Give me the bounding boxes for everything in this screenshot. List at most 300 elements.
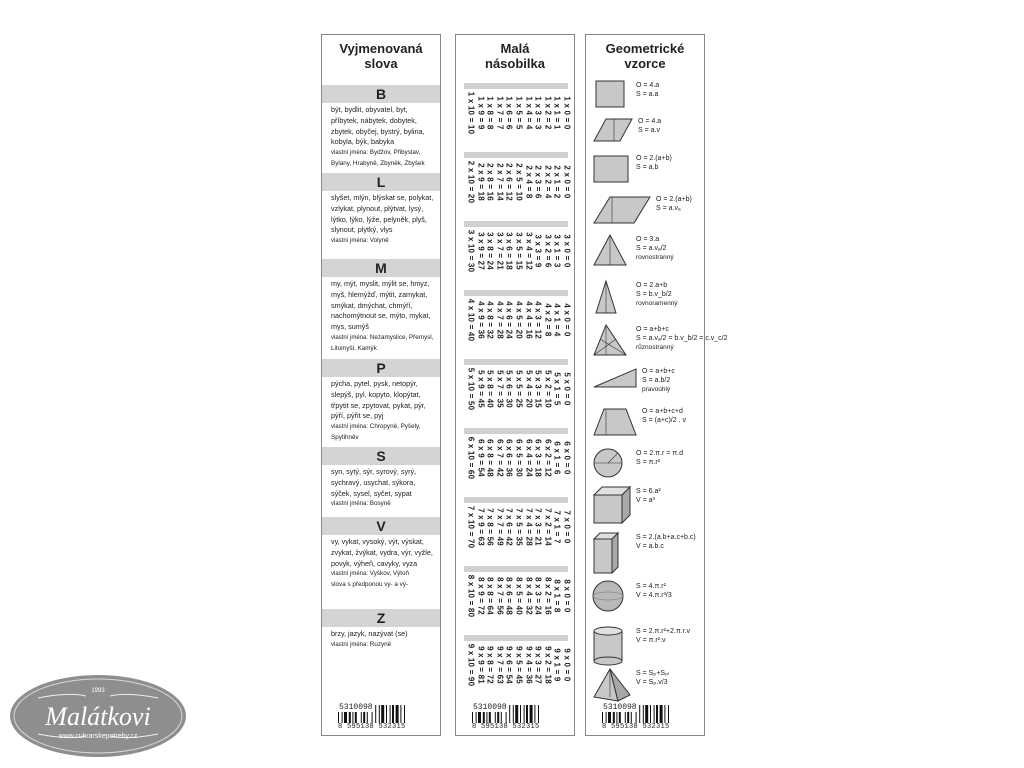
formula-line: S = a.b/2 [642,377,671,384]
equation: 7 x 7 = 49 [495,508,505,546]
table-row [514,290,524,350]
equation: 7 x 6 = 42 [504,508,514,546]
formula-text [636,669,669,687]
equation: 8 x 2 = 16 [543,577,553,615]
table-row [476,359,486,419]
table-row [524,290,534,350]
table-row [552,566,562,626]
formula-line: O = 2.(a+b) [656,196,692,203]
table-row [466,566,476,626]
card-mala-nasobilka [455,34,575,736]
table-row [485,290,495,350]
section-letter: S [322,447,440,465]
word-list: slyšet, mlýn, blýskat se, polykat, vzlykat, plynout, plýtvat, lysý, lýtko, lýko, lýže, pelyněk, plyš, slynout, plytký, vlys [331,193,434,235]
formula-line: V = a.b.c [636,543,664,550]
table-row [485,428,495,488]
formula-row [586,625,706,669]
equation: 6 x 0 = 0 [562,441,572,475]
table-row [524,221,534,281]
equation: 3 x 3 = 9 [533,234,543,268]
formula-text [656,195,692,213]
formula-line: S = a.b [636,164,659,171]
formula-line: S = 6.a² [636,488,661,495]
formula-line: O = 2.(a+b) [636,155,672,162]
table-row [562,83,572,143]
table-row [485,83,495,143]
equation: 1 x 2 = 2 [543,96,553,130]
equation: 2 x 9 = 18 [476,163,486,201]
equation: 2 x 7 = 14 [495,163,505,201]
equation: 4 x 4 = 16 [524,301,534,339]
equation: 4 x 0 = 0 [562,303,572,337]
proper-names [331,499,434,510]
table-row [504,566,514,626]
equation: 8 x 7 = 56 [495,577,505,615]
formula-line: S = a.vₐ/2 [636,245,667,252]
table-row [485,221,495,281]
table-row [514,566,524,626]
equation: 2 x 0 = 0 [562,165,572,199]
proper-names-value: Bosyně [369,500,391,508]
formula-line: různostranný [636,344,674,351]
equation: 1 x 6 = 6 [504,96,514,130]
table-row [533,152,543,212]
section-body [322,465,440,515]
times-table-2 [456,152,576,212]
equation: 9 x 0 = 0 [562,648,572,682]
equation: 9 x 2 = 18 [543,646,553,684]
table-row [543,497,553,557]
equation: 8 x 0 = 0 [562,579,572,613]
formula-text [636,487,661,505]
formula-line: V = 4.π.r³/3 [636,592,672,599]
section-letter: L [322,173,440,191]
equation: 9 x 6 = 54 [504,646,514,684]
equation: 6 x 6 = 36 [504,439,514,477]
equation: 6 x 1 = 6 [552,441,562,475]
equation: 8 x 4 = 32 [524,577,534,615]
equation: 4 x 3 = 12 [533,301,543,339]
table-row [552,290,562,350]
proper-names-label: vlastní jména: [331,424,369,431]
formula-line: S = a.vₐ [656,205,681,212]
equation: 3 x 1 = 3 [552,234,562,268]
formula-text [636,235,674,262]
formula-row [586,323,728,367]
table-row [504,635,514,695]
proper-names-label: vlastní jména: [331,334,369,341]
proper-names-value: Nezamyslice, Přemysl, Litomyšl, Kamýk [331,333,434,352]
word-section-b [322,85,440,173]
proper-names-label: vlastní jména: [331,238,369,245]
table-row [533,290,543,350]
formula-text [636,325,728,352]
equation: 7 x 9 = 63 [476,508,486,546]
table-row [533,635,543,695]
equation: 6 x 10 = 60 [466,436,476,480]
table-row [485,152,495,212]
proper-names [331,640,434,651]
equation: 4 x 10 = 40 [466,298,476,342]
section-letter: V [322,517,440,535]
table-row [485,566,495,626]
formula-text [636,154,672,172]
table-row [504,152,514,212]
table-row [495,635,505,695]
table-row [543,152,553,212]
formula-line: V = a³ [636,497,655,504]
equation: 8 x 5 = 40 [514,577,524,615]
equation: 7 x 5 = 35 [514,508,524,546]
proper-names-value: Ruzyně [369,640,392,648]
cuboid-icon [592,531,630,575]
equation: 2 x 5 = 10 [514,163,524,201]
table-row [504,359,514,419]
equation: 1 x 0 = 0 [562,96,572,130]
table-row [552,83,562,143]
equation: 4 x 5 = 20 [514,301,524,339]
formula-line: pravoúhlý [642,386,671,393]
formula-text [636,81,659,99]
scalene-triangle-icon [592,323,630,367]
equation: 6 x 3 = 18 [533,439,543,477]
equation: 5 x 2 = 10 [543,370,553,408]
word-section-m [322,259,440,359]
section-letter: Z [322,609,440,627]
formula-row [586,279,706,323]
equation: 4 x 7 = 28 [495,301,505,339]
equation: 2 x 3 = 6 [533,165,543,199]
formula-text [636,627,690,645]
proper-names-value: Volyně [369,237,389,245]
equation: 2 x 4 = 8 [524,165,534,199]
equation: 5 x 0 = 0 [562,372,572,406]
table-row [476,497,486,557]
equation: 6 x 8 = 48 [485,439,495,477]
equation: 7 x 8 = 56 [485,508,495,546]
equation: 4 x 8 = 32 [485,301,495,339]
formula-text [638,117,661,135]
equation: 2 x 8 = 16 [485,163,495,201]
equation: 7 x 1 = 7 [552,510,562,544]
equation: 6 x 2 = 12 [543,439,553,477]
equation: 4 x 9 = 36 [476,301,486,339]
table-row [524,566,534,626]
logo-name: Malátkovi [45,702,151,731]
right-triangle-icon [592,365,638,409]
equation: 5 x 10 = 50 [466,367,476,411]
table-row [476,428,486,488]
formula-text [636,582,672,600]
table-row [533,497,543,557]
section-body [322,377,440,449]
section-letter: P [322,359,440,377]
table-row [524,635,534,695]
equation: 9 x 5 = 45 [514,646,524,684]
table-row [466,152,476,212]
proper-names [331,333,434,355]
proper-names-label: vlastní jména: [331,641,369,648]
formula-line: O = a+b+c [642,368,675,375]
word-section-s [322,447,440,517]
logo-year: 1993 [91,688,105,694]
equation: 1 x 10 = 10 [466,91,476,135]
formula-text [636,281,678,308]
formula-row [586,531,706,575]
table-row [476,221,486,281]
equilateral-triangle-icon [592,233,630,277]
equation: 8 x 10 = 80 [466,574,476,618]
equation: 2 x 1 = 2 [552,165,562,199]
table-row [485,635,495,695]
isosceles-triangle-icon [592,279,630,323]
equation: 3 x 7 = 21 [495,232,505,270]
proper-names-value: Chropyně, Pyšely, Spytihněv [331,423,421,441]
equation: 4 x 6 = 24 [504,301,514,339]
table-row [562,566,572,626]
equation: 8 x 1 = 8 [552,579,562,613]
word-list: vy, vykat, vysoký, výt, výskat, zvykat, žvýkat, vydra, výr, vyžle, povyk, výheň, cavyky, vyza [331,537,433,568]
formula-line: O = 2.π.r = π.d [636,450,684,457]
table-row [552,428,562,488]
table-row [562,359,572,419]
equation: 1 x 5 = 5 [514,96,524,130]
equation: 3 x 4 = 12 [524,232,534,270]
formula-line: S = (a+c)/2 . v [642,417,686,424]
equation: 4 x 1 = 4 [552,303,562,337]
equation: 5 x 3 = 15 [533,370,543,408]
table-row [476,290,486,350]
proper-names-value: Bydžov, Přibyslav, Bylany, Hrabyně, Zbyněk, Zbyšek [331,149,425,167]
times-table-9 [456,635,576,695]
times-table-8 [456,566,576,626]
table-row [485,497,495,557]
equation: 7 x 3 = 21 [533,508,543,546]
equation: 8 x 9 = 72 [476,577,486,615]
section-letter: M [322,259,440,277]
equation: 3 x 6 = 18 [504,232,514,270]
cube-icon [592,485,632,529]
word-list: pýcha, pytel, pysk, netopýr, slepýš, pyl, kopyto, klopýtat, třpytit se, zpytovat, pykat, pýr, pýří, pýřit se, pyj [331,379,426,421]
proper-names-label: vlastní jména: [331,150,369,157]
equation: 3 x 10 = 30 [466,229,476,273]
equation: 3 x 5 = 15 [514,232,524,270]
equation: 5 x 6 = 30 [504,370,514,408]
table-row [495,359,505,419]
table-row [533,566,543,626]
sphere-icon [592,580,630,624]
table-row [504,221,514,281]
table-row [562,221,572,281]
malatkovi-logo [8,672,188,760]
cylinder-icon [592,625,630,669]
formula-line: V = π.r².v [636,637,666,644]
table-row [543,635,553,695]
table-row [543,221,553,281]
table-row [524,152,534,212]
equation: 6 x 5 = 30 [514,439,524,477]
equation: 5 x 1 = 5 [552,372,562,406]
table-row [504,290,514,350]
logo-badge-icon [8,672,188,760]
table-row [524,359,534,419]
table-row [514,635,524,695]
table-row [552,359,562,419]
formula-line: S = a.vₐ/2 = b.v_b/2 = c.v_c/2 [636,335,728,342]
formula-line: S = 4.π.r² [636,583,666,590]
word-list: brzy, jazyk, nazývat (se) [331,629,408,638]
equation: 5 x 4 = 20 [524,370,534,408]
section-body [322,627,440,656]
section-letter: B [322,85,440,103]
barcode: 5310098 8 595138 532315 [338,703,428,731]
table-row [543,359,553,419]
equation: 9 x 10 = 90 [466,643,476,687]
times-table-5 [456,359,576,419]
formula-row [586,193,706,237]
times-table-4 [456,290,576,350]
formula-row [586,233,706,277]
table-row [466,359,476,419]
table-row [543,83,553,143]
section-body [322,103,440,175]
formula-line: O = 4.a [636,82,660,89]
formula-row [586,365,706,409]
formula-line: S = 2.(a.b+a.c+b.c) [636,534,696,541]
formula-line: O = 2.a+b [636,282,668,289]
equation: 5 x 5 = 25 [514,370,524,408]
table-row [514,497,524,557]
equation: 5 x 7 = 35 [495,370,505,408]
times-table-6 [456,428,576,488]
proper-names-label: vlastní jména: [331,571,369,578]
rectangle-icon [592,152,630,196]
table-row [514,359,524,419]
table-row [504,428,514,488]
proper-names [331,422,434,444]
equation: 5 x 9 = 45 [476,370,486,408]
table-row [543,290,553,350]
equation: 9 x 3 = 27 [533,646,543,684]
trapezoid-icon [592,405,638,449]
word-list: my, mýt, myslit, mýlit se, hmyz, myš, hlemýžď, mýtit, zamykat, smýkat, dmýchat, chmýří, nachomýtnout se, mýto, mykat, mys, sumýš [331,279,431,332]
barcode: 5310098 8 595138 532315 [602,703,692,731]
equation: 1 x 8 = 8 [485,96,495,130]
formula-line: rovnoramenný [636,300,678,307]
table-row [562,290,572,350]
equation: 1 x 4 = 4 [524,96,534,130]
equation: 5 x 8 = 40 [485,370,495,408]
barcode: 5310098 8 595138 532315 [472,703,562,731]
table-row [514,428,524,488]
equation: 3 x 8 = 24 [485,232,495,270]
table-row [552,635,562,695]
equation: 2 x 6 = 12 [504,163,514,201]
equation: 9 x 4 = 36 [524,646,534,684]
equation: 1 x 9 = 9 [476,96,486,130]
table-row [504,83,514,143]
card-title: Malá násobilka [485,41,545,71]
logo-url: www.cukrarskepotreby.cz [58,733,138,740]
formula-line: S = a.a [636,91,659,98]
equation: 7 x 4 = 28 [524,508,534,546]
formula-text [636,533,696,551]
table-row [543,428,553,488]
table-row [495,290,505,350]
section-body [322,535,440,596]
formula-line: rovnostranný [636,254,674,261]
table-row [533,428,543,488]
table-row [562,497,572,557]
equation: 6 x 4 = 24 [524,439,534,477]
equation: 2 x 10 = 20 [466,160,476,204]
card-title: Vyjmenovaná slova [339,41,423,71]
parallelogram-icon [592,193,652,237]
word-list: syn, sytý, sýr, syrový, syrý, sychravý, usychat, sýkora, sýček, sysel, syčet, sypat [331,467,417,498]
formula-line: S = π.r² [636,459,661,466]
formula-row [586,405,706,449]
formula-row [586,152,706,196]
word-section-z [322,609,440,669]
table-row [476,566,486,626]
table-row [514,152,524,212]
equation: 6 x 9 = 54 [476,439,486,477]
formula-line: V = Sₚ.v/3 [636,679,668,686]
word-sections [322,85,440,669]
formula-line: S = a.v [638,127,660,134]
table-row [495,83,505,143]
proper-names-value: Vyškov, Výtoň [369,570,409,578]
table-row [466,83,476,143]
table-row [533,221,543,281]
equation: 6 x 7 = 42 [495,439,505,477]
table-row [504,497,514,557]
equation: 7 x 2 = 14 [543,508,553,546]
word-list: být, bydlit, obyvatel, byt, příbytek, nábytek, dobytek, zbytek, obyčej, bystrý, bylina, kobyla, býk, babyka [331,105,425,147]
table-row [466,635,476,695]
table-row [476,83,486,143]
table-row [524,83,534,143]
card-geometricke-vzorce [585,34,728,736]
proper-names [331,236,434,247]
equation: 7 x 10 = 70 [466,505,476,549]
table-row [495,221,505,281]
equation: 7 x 0 = 0 [562,510,572,544]
proper-names [331,569,434,580]
table-row [466,221,476,281]
table-row [495,152,505,212]
table-row [533,83,543,143]
equation: 4 x 2 = 8 [543,303,553,337]
times-table-3 [456,221,576,281]
section-body [322,277,440,360]
table-row [543,566,553,626]
equation: 3 x 2 = 6 [543,234,553,268]
table-row [552,221,562,281]
table-row [524,428,534,488]
equation: 8 x 3 = 24 [533,577,543,615]
formula-line: O = a+b+c [636,326,669,333]
table-row [476,152,486,212]
formula-line: S = Sₚ+Sₚₗ [636,670,670,677]
word-section-l [322,173,440,259]
equation: 9 x 8 = 72 [485,646,495,684]
formula-row [586,485,706,529]
equation: 9 x 7 = 63 [495,646,505,684]
table-row [552,152,562,212]
section-body [322,191,440,252]
table-row [514,221,524,281]
